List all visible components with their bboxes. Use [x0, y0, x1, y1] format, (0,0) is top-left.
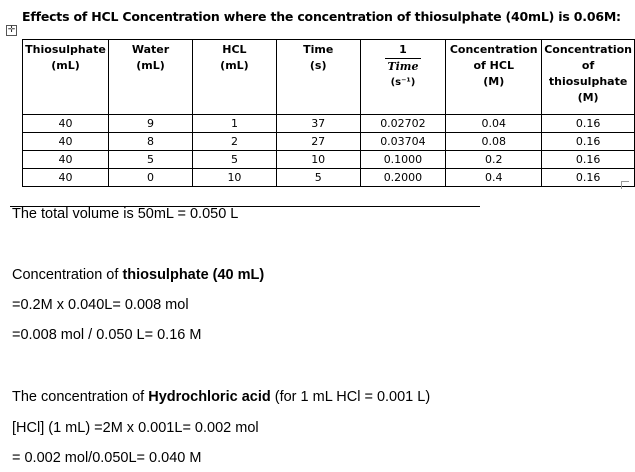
thiosulphate-calc-line-2: =0.008 mol / 0.050 L= 0.16 M	[12, 327, 202, 343]
table-cell: 10	[193, 169, 277, 187]
table-cell: 5	[193, 151, 277, 169]
header-time: Time (s)	[276, 40, 360, 115]
table-cell: 40	[23, 151, 109, 169]
table-cell: 9	[108, 115, 192, 133]
table-cell: 0.03704	[360, 133, 446, 151]
hcl-calc-line-1: [HCl] (1 mL) =2M x 0.001L= 0.002 mol	[12, 420, 259, 436]
table-header-row	[23, 40, 635, 115]
table-move-handle-icon[interactable]: ✛	[7, 25, 16, 35]
table-cell: 40	[23, 133, 109, 151]
header-concentration-hcl: Concentration of HCL (M)	[446, 40, 542, 115]
header-hcl: HCL (mL)	[193, 40, 277, 115]
thiosulphate-heading: Concentration of thiosulphate (40 mL)	[12, 267, 265, 283]
hcl-heading: The concentration of Hydrochloric acid (for 1 mL HCl = 0.001 L)	[12, 389, 431, 405]
table-cell: 0.16	[542, 169, 635, 187]
table-cell: 37	[276, 115, 360, 133]
table-cell: 40	[23, 169, 109, 187]
table-cell: 0.1000	[360, 151, 446, 169]
table-cell: 0.02702	[360, 115, 446, 133]
table-cell: 0.16	[542, 115, 635, 133]
header-water: Water (mL)	[108, 40, 192, 115]
total-volume-text: The total volume is 50mL = 0.050 L	[12, 206, 239, 222]
table-cell: 0.04	[446, 115, 542, 133]
results-table	[22, 39, 635, 187]
table-row	[23, 133, 635, 151]
table-cell: 0.16	[542, 151, 635, 169]
document-title: Effects of HCL Concentration where the concentration of thiosulphate (40mL) is 0.06M:	[22, 9, 621, 24]
thiosulphate-calc-line-1: =0.2M x 0.040L= 0.008 mol	[12, 297, 189, 313]
table-cell: 0.08	[446, 133, 542, 151]
table-row	[23, 151, 635, 169]
table-cell: 0.2	[446, 151, 542, 169]
table-cell: 5	[276, 169, 360, 187]
table-cell: 1	[193, 115, 277, 133]
table-cell: 10	[276, 151, 360, 169]
table-cell: 0	[108, 169, 192, 187]
header-thiosulphate: Thiosulphate (mL)	[23, 40, 109, 115]
header-inverse-time: 1 Time (s⁻¹)	[360, 40, 446, 115]
table-cell: 0.4	[446, 169, 542, 187]
hcl-calc-line-2: = 0.002 mol/0.050L= 0.040 M	[12, 450, 202, 466]
table-row	[23, 115, 635, 133]
table-cell: 0.2000	[360, 169, 446, 187]
table-row	[23, 169, 635, 187]
table-cell: 5	[108, 151, 192, 169]
table-resize-handle[interactable]	[621, 181, 629, 189]
table-cell: 40	[23, 115, 109, 133]
table-cell: 2	[193, 133, 277, 151]
table-cell: 27	[276, 133, 360, 151]
table-cell: 0.16	[542, 133, 635, 151]
header-concentration-thiosulphate: Concentration of thiosulphate (M)	[542, 40, 635, 115]
table-cell: 8	[108, 133, 192, 151]
